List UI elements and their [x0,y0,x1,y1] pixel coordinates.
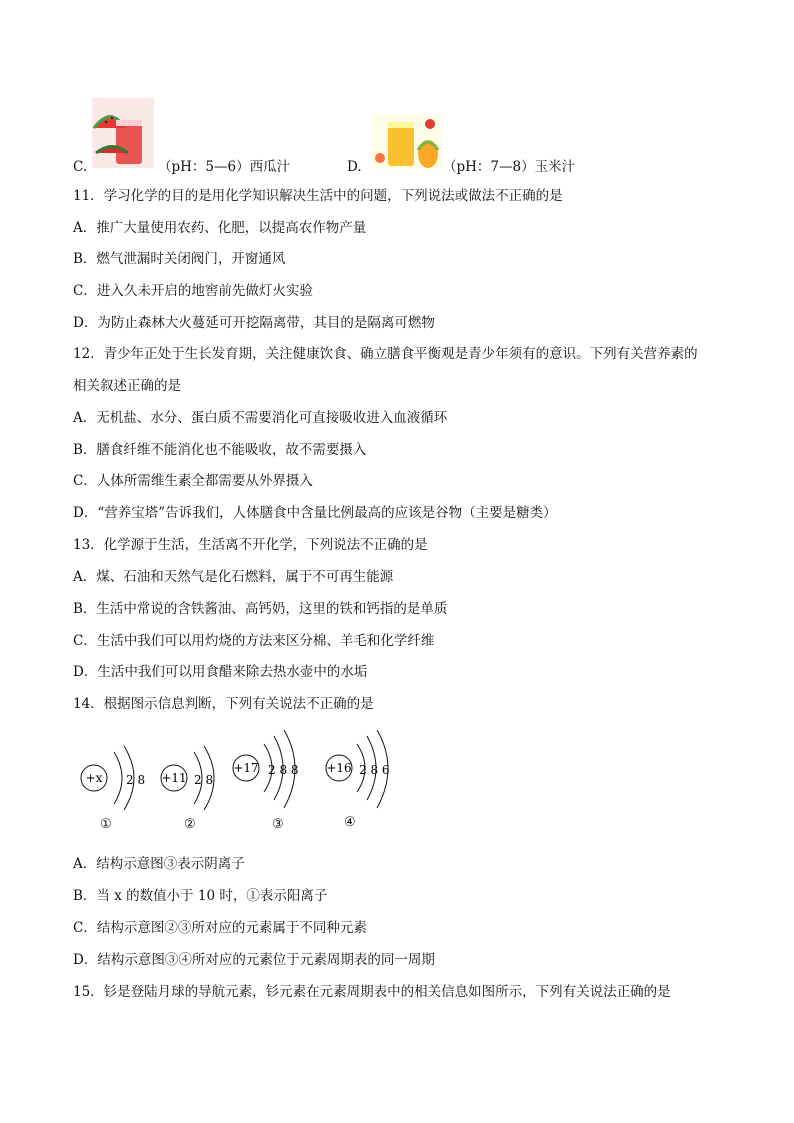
q13-option-b: B．生活中常说的含铁酱油、高钙奶，这里的铁和钙指的是单质 [73,601,448,617]
q12-stem-line1: 12．青少年正处于生长发育期，关注健康饮食、确立膳食平衡观是青少年须有的意识。下列有关营养素的 [73,346,698,362]
option-c-caption: （pH：5—6）西瓜汁 [158,159,291,175]
q14-option-c: C．结构示意图②③所对应的元素属于不同种元素 [73,920,367,936]
q11-option-a: A．推广大量使用农药、化肥，以提高农作物产量 [73,220,367,236]
q11-stem: 11．学习化学的目的是用化学知识解决生活中的问题，下列说法或做法不正确的是 [73,188,563,204]
q12-stem-line2: 相关叙述正确的是 [73,378,181,394]
q12-option-a: A．无机盐、水分、蛋白质不需要消化可直接吸收进入血液循环 [73,410,448,426]
q13-stem: 13．化学源于生活，生活离不开化学，下列说法不正确的是 [73,537,428,553]
q11-option-b: B．燃气泄漏时关闭阀门，开窗通风 [73,251,286,267]
atom-diagram-3 [230,728,320,828]
atom-2-label: ② [184,817,196,832]
q11-option-c: C．进入久未开启的地窖前先做灯火实验 [73,283,313,299]
atom-1-electrons: 2 8 [126,773,146,787]
atom-diagram-4 [323,728,413,828]
atom-1-label: ① [100,817,112,832]
q12-option-d: D．“营养宝塔”告诉我们，人体膳食中含量比例最高的应该是谷物（主要是糖类） [73,505,557,521]
atom-4-electrons: 2 8 6 [359,763,390,777]
atom-4-nucleus: +16 [326,761,352,775]
atom-2-electrons: 2 8 [194,773,214,787]
q14-stem: 14．根据图示信息判断，下列有关说法不正确的是 [73,696,374,712]
option-d-letter: D. [347,159,362,175]
q14-option-a: A．结构示意图③表示阴离子 [73,856,245,872]
option-c-letter: C. [73,159,88,175]
option-d-caption: （pH：7—8）玉米汁 [443,159,576,175]
q12-option-c: C．人体所需维生素全都需要从外界摄入 [73,473,313,489]
q11-option-d: D．为防止森林大火蔓延可开挖隔离带，其目的是隔离可燃物 [73,315,435,331]
atom-2-nucleus: +11 [161,771,187,785]
q12-option-b: B．膳食纤维不能消化也不能吸收，故不需要摄入 [73,442,367,458]
q15-stem: 15．钐是登陆月球的导航元素，钐元素在元素周期表中的相关信息如图所示，下列有关说法正确的是 [73,984,671,1000]
atom-1-nucleus: +x [85,771,103,785]
q13-option-a: A．煤、石油和天然气是化石燃料，属于不可再生能源 [73,569,394,585]
atom-3-label: ③ [272,817,284,832]
atom-diagram-1 [78,740,168,820]
q13-option-c: C．生活中我们可以用灼烧的方法来区分棉、羊毛和化学纤维 [73,633,435,649]
q14-option-b: B．当 x 的数值小于 10 时，①表示阳离子 [73,888,328,904]
q14-option-d: D．结构示意图③④所对应的元素位于元素周期表的同一周期 [73,952,435,968]
atom-4-label: ④ [344,815,356,830]
watermelon-juice-image [92,98,154,168]
atom-3-nucleus: +17 [233,761,259,775]
corn-juice-image [372,114,442,169]
q13-option-d: D．生活中我们可以用食醋来除去热水壶中的水垢 [73,664,368,680]
atom-3-electrons: 2 8 8 [268,763,299,777]
